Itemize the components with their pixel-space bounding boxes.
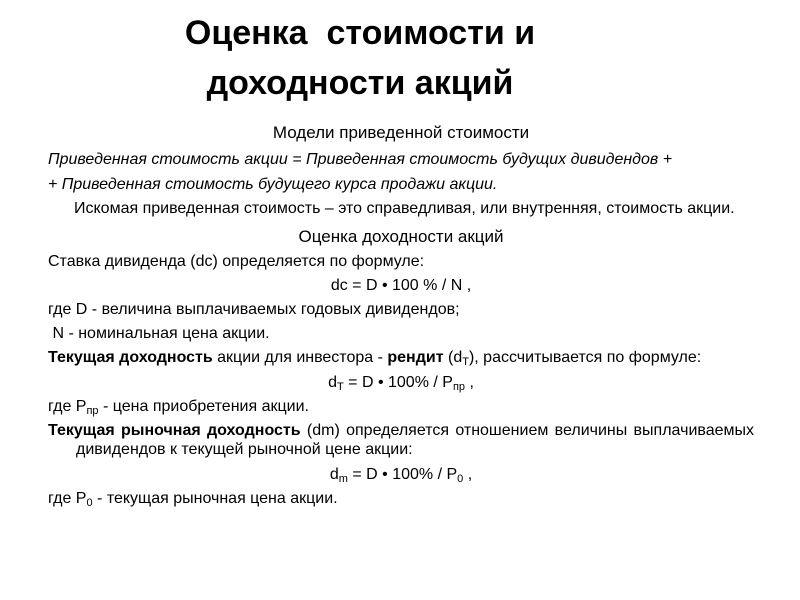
slide-title-line-2: доходности акций <box>206 64 514 102</box>
market-yield-formula-sub-1: m <box>338 473 348 485</box>
purchase-price-a: где P <box>48 398 87 415</box>
present-value-formula-text: Приведенная стоимость акции = Приведенная стоимость будущих дивидендов + <box>48 151 673 168</box>
current-yield-mid: акции для инвестора - <box>212 349 388 366</box>
slide-body <box>48 122 754 513</box>
market-yield-formula-c: , <box>463 466 473 483</box>
current-yield-formula-sub-1: T <box>336 381 344 393</box>
current-yield-paragraph <box>48 348 754 367</box>
fair-value-definition <box>48 199 754 218</box>
slide-title <box>0 8 720 108</box>
d-definition: где D - величина выплачиваемых годовых дивидендов; <box>48 301 460 318</box>
market-yield-rest: (dm) определяется отношением величины выплачиваемых дивидендов к текущей рыночной цене акции: <box>76 422 754 458</box>
fair-value-definition-text: Искомая приведенная стоимость – это справедливая, или внутренняя, стоимость акции. <box>74 200 735 217</box>
current-yield-formula-sub-2: пр <box>452 381 466 393</box>
dividend-rate-intro: Ставка дивиденда (dc) определяется по формуле: <box>48 253 425 270</box>
market-yield-formula-b: = D • 100% / P <box>347 466 458 483</box>
purchase-price-b: - цена приобретения акции. <box>98 398 309 415</box>
market-price-b: - текущая рыночная цена акции. <box>92 490 338 507</box>
purchase-price-definition <box>48 397 754 416</box>
market-price-sub: 0 <box>86 497 93 509</box>
purchase-price-sub: пр <box>86 405 99 417</box>
market-yield-formula <box>48 465 754 484</box>
current-yield-formula-b: = D • 100% / P <box>343 374 453 391</box>
current-yield-term: Текущая доходность <box>48 349 213 366</box>
n-definition: N - номинальная цена акции. <box>48 325 270 342</box>
current-yield-formula-a: d <box>328 374 337 391</box>
heading-present-value-models: Модели приведенной стоимости <box>272 123 530 142</box>
current-yield-tail-2: ), рассчитывается по формуле: <box>468 349 702 366</box>
present-value-formula-continuation: + Приведенная стоимость будущего курса продажи акции. <box>48 176 498 193</box>
market-yield-formula-a: d <box>329 466 339 483</box>
market-price-a: где P <box>48 490 87 507</box>
heading-stock-yield: Оценка доходности акций <box>298 227 504 246</box>
current-yield-sub: T <box>462 356 469 368</box>
rendit-term: рендит <box>387 349 444 366</box>
dividend-rate-formula: dc = D • 100 % / N , <box>330 277 472 294</box>
current-yield-formula-c: , <box>465 374 474 391</box>
slide-title-line-1: Оценка стоимости и <box>184 14 536 52</box>
market-price-definition <box>48 489 754 508</box>
current-yield-formula <box>48 373 754 392</box>
market-yield-paragraph <box>48 421 754 459</box>
market-yield-formula-sub-2: 0 <box>457 473 464 485</box>
current-yield-tail-1: (d <box>443 349 463 366</box>
market-yield-term: Текущая рыночная доходность <box>48 422 301 439</box>
